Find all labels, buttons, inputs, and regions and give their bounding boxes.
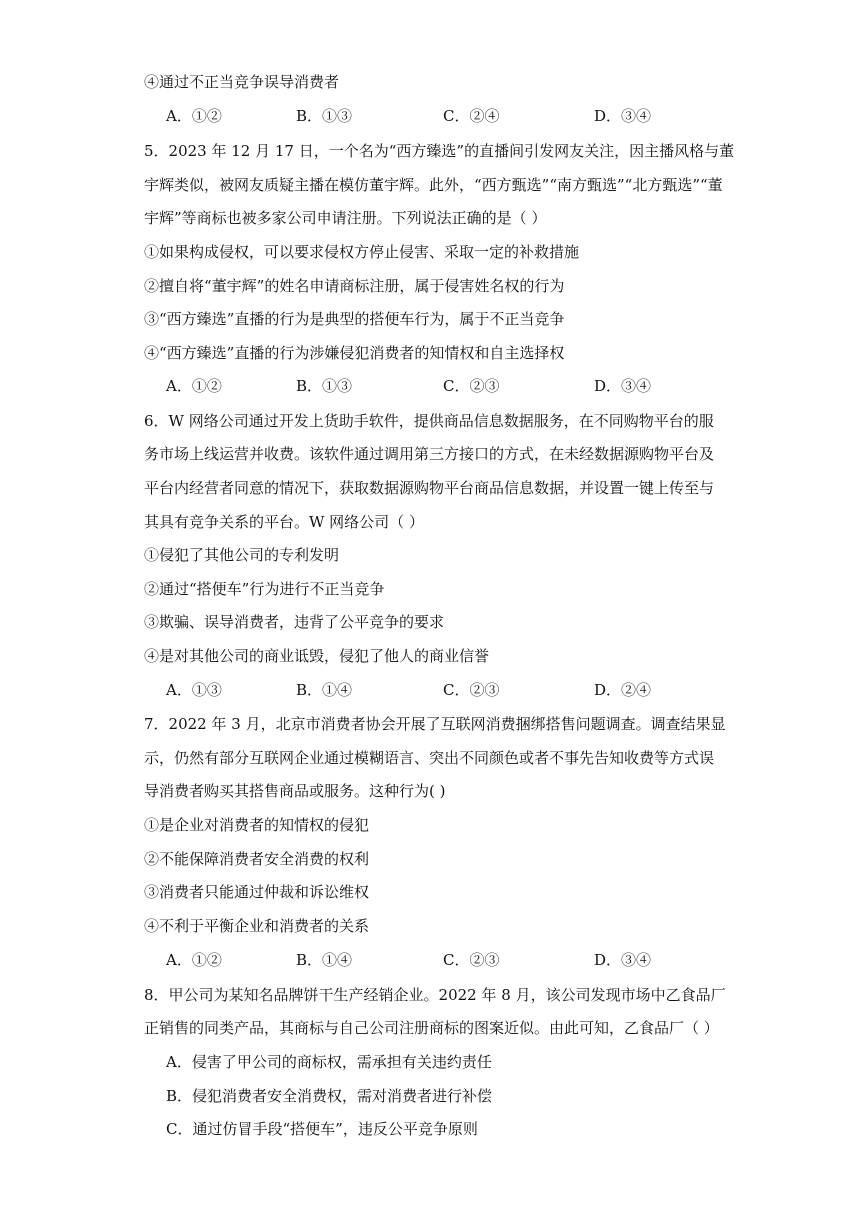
- q5-option-d[interactable]: D．③④: [594, 377, 652, 395]
- q7-item-2: ②不能保障消费者安全消费的权利: [144, 850, 370, 868]
- q8-choice-c[interactable]: C．通过仿冒手段“搭便车”，违反公平竞争原则: [166, 1120, 478, 1138]
- q5-item-1: ①如果构成侵权，可以要求侵权方停止侵害、采取一定的补救措施: [144, 243, 580, 261]
- q7-stem-line-3: 导消费者购买其搭售商品或服务。这种行为( ): [144, 782, 446, 800]
- q8-stem-line-2: 正销售的同类产品，其商标与自己公司注册商标的图案近似。由此可知，乙食品厂（ ）: [144, 1019, 719, 1037]
- q6-stem-line-3: 平台内经营者同意的情况下，获取数据源购物平台商品信息数据，并设置一键上传至与: [144, 479, 715, 497]
- q8-stem-line-1: 8．甲公司为某知名品牌饼干生产经销企业。2022 年 8 月，该公司发现市场中乙食品厂: [144, 986, 726, 1004]
- q6-option-c[interactable]: C．②③: [443, 681, 500, 699]
- q6-options: [166, 680, 726, 700]
- q7-options: [166, 950, 726, 970]
- q7-option-a[interactable]: A．①②: [166, 951, 222, 969]
- q7-item-1: ①是企业对消费者的知情权的侵犯: [144, 816, 370, 834]
- q8-choice-a[interactable]: A．侵害了甲公司的商标权，需承担有关违约责任: [166, 1053, 492, 1071]
- q7-option-d[interactable]: D．③④: [594, 951, 652, 969]
- q4-options: [166, 106, 726, 126]
- q5-option-c[interactable]: C．②③: [443, 377, 500, 395]
- q8-choice-b[interactable]: B．侵犯消费者安全消费权，需对消费者进行补偿: [166, 1087, 493, 1105]
- q4-option-c[interactable]: C．②④: [443, 107, 500, 125]
- q4-option-a[interactable]: A．①②: [166, 107, 222, 125]
- q6-option-d[interactable]: D．②④: [594, 681, 652, 699]
- q7-item-3: ③消费者只能通过仲裁和诉讼维权: [144, 883, 370, 901]
- q7-option-c[interactable]: C．②③: [443, 951, 500, 969]
- q6-item-3: ③欺骗、误导消费者，违背了公平竞争的要求: [144, 613, 445, 631]
- q4-option-d[interactable]: D．③④: [594, 107, 652, 125]
- q5-item-3: ③“西方臻选”直播的行为是典型的搭便车行为，属于不正当竞争: [144, 310, 565, 328]
- q6-item-2: ②通过“搭便车”行为进行不正当竞争: [144, 580, 385, 598]
- q5-option-b[interactable]: B．①③: [296, 377, 353, 395]
- q6-stem-line-4: 其具有竞争关系的平台。W 网络公司（ ）: [144, 513, 424, 531]
- q6-stem-line-2: 务市场上线运营并收费。该软件通过调用第三方接口的方式，在未经数据源购物平台及: [144, 445, 715, 463]
- q7-option-b[interactable]: B．①④: [296, 951, 353, 969]
- q7-stem-line-2: 示，仍然有部分互联网企业通过模糊语言、突出不同颜色或者不事先告知收费等方式误: [144, 749, 715, 767]
- q6-item-4: ④是对其他公司的商业诋毁，侵犯了他人的商业信誉: [144, 647, 490, 665]
- q4-item-4: ④通过不正当竞争误导消费者: [144, 73, 340, 91]
- q6-item-1: ①侵犯了其他公司的专利发明: [144, 546, 340, 564]
- q4-option-b[interactable]: B．①③: [296, 107, 353, 125]
- q7-stem-line-1: 7．2022 年 3 月，北京市消费者协会开展了互联网消费捆绑搭售问题调查。调查结果显: [144, 715, 726, 733]
- q5-options: [166, 376, 726, 396]
- q5-stem-line-1: 5．2023 年 12 月 17 日，一个名为“西方臻选”的直播间引发网友关注，因主播风格与董: [144, 142, 735, 160]
- q5-stem-line-2: 宇辉类似，被网友质疑主播在模仿董宇辉。此外，“西方甄选”“南方甄选”“北方甄选”“董: [144, 176, 723, 194]
- q6-option-a[interactable]: A．①③: [166, 681, 222, 699]
- q5-option-a[interactable]: A．①②: [166, 377, 222, 395]
- q6-stem-line-1: 6．W 网络公司通过开发上货助手软件，提供商品信息数据服务，在不同购物平台的服: [144, 412, 714, 430]
- q6-option-b[interactable]: B．①④: [296, 681, 353, 699]
- q5-stem-line-3: 宇辉”等商标也被多家公司申请注册。下列说法正确的是（ ）: [144, 209, 547, 227]
- q5-item-2: ②擅自将“董宇辉”的姓名申请商标注册，属于侵害姓名权的行为: [144, 277, 565, 295]
- q5-item-4: ④“西方臻选”直播的行为涉嫌侵犯消费者的知情权和自主选择权: [144, 344, 565, 362]
- q7-item-4: ④不利于平衡企业和消费者的关系: [144, 917, 370, 935]
